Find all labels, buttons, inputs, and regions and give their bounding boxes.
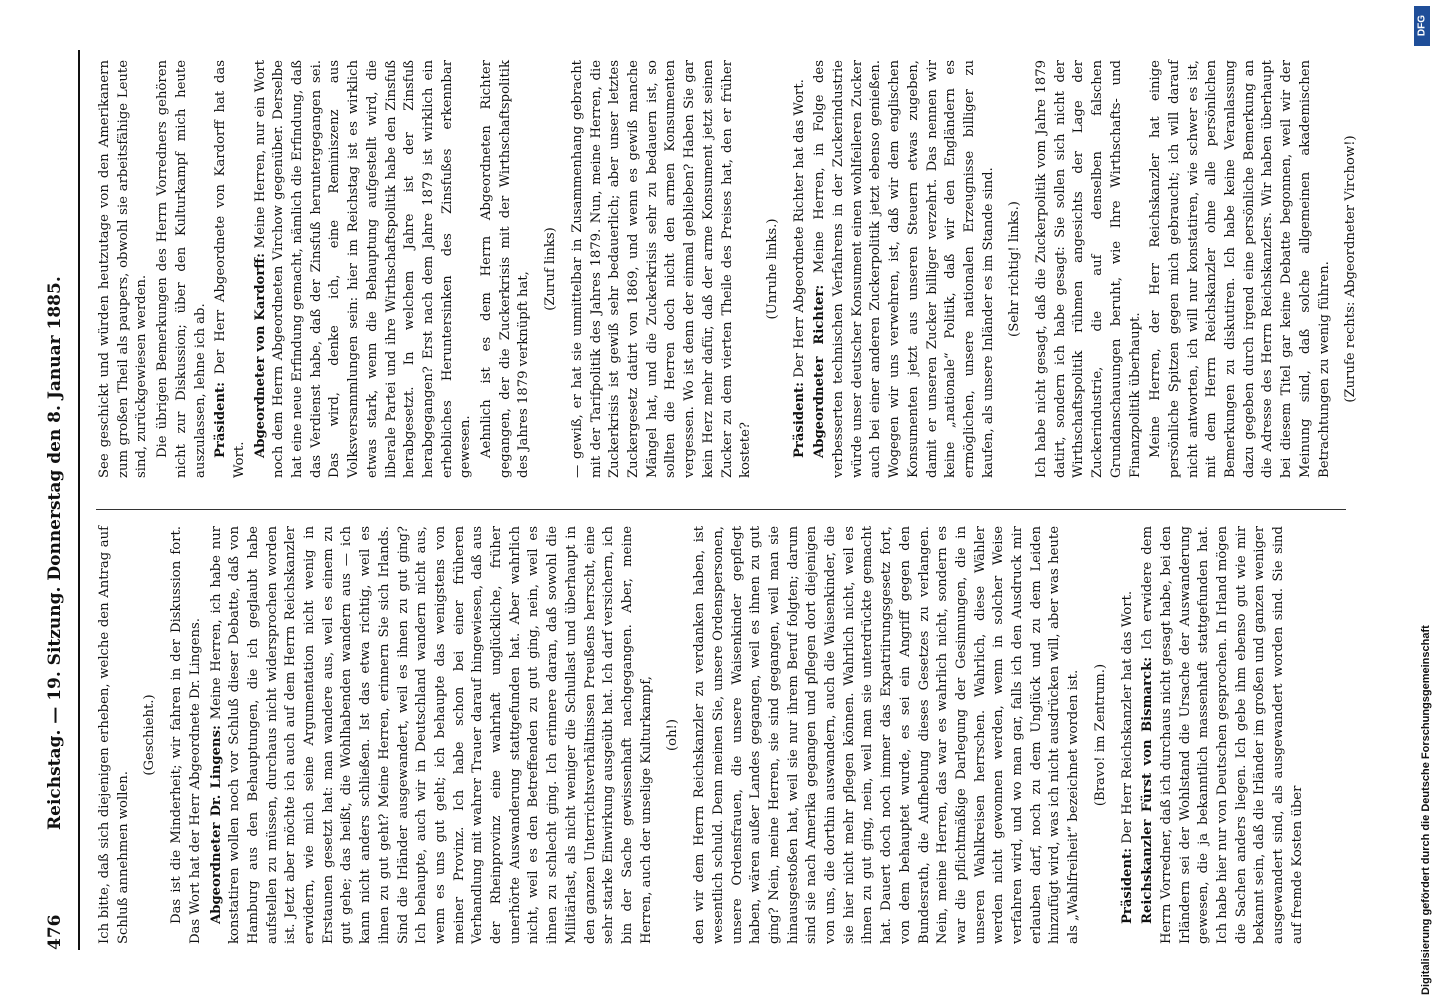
speaker-name: Abgeordneter Dr. Lingens: [208,725,224,924]
paragraph: Das ist die Minderheit; wir fahren in der Diskussion fort. Das Wort hat der Herr Abgeordnete Dr. Lingens. [169,526,203,944]
paragraph: Ich bitte, daß sich diejenigen erheben, welche den Antrag auf Schluß annehmen wollen. [97,526,131,944]
speech-paragraph [208,526,657,944]
paragraph: — gewiß, er hat sie unmittelbar in Zusammenhang gebracht mit der Tarifpolitik des Jahres 1879. Nun, meine Herren, die Zuckerkrisis ist gewiß sehr bedauerlich; aber unser letztes Zuckergesetz datirt von 1869, und wenn es gewiß manche Mängel hat, und die Zuckerkrisis sehr zu bedauern ist, so sollten die Herren doch nicht den armen Konsumenten vergessen. Wo ist denn der einmal geblieben? Haben Sie gar kein Herz mehr dafür, daß der arme Konsument jetzt seinen Zucker zu dem vierten Theile des Preises hat, den er früher kostete? [569,60,754,478]
left-column [96,526,1310,944]
paragraph: Aehnlich ist es dem Herrn Abgeordneten Richter gegangen, der die Zuckerkrisis mit der Wirthschaftspolitik des Jahres 1879 verknüpft hat, [479,60,532,478]
paragraph: Die übrigen Bemerkungen des Herrn Vorredners gehören nicht zur Diskussion; über den Kulturkampf mich heute auszulassen, lehne ich ab. [155,60,208,478]
paragraph: Meine Herren, der Herr Reichskanzler hat einige persönliche Spitzen gegen mich gebraucht; ich will darauf nicht antworten, ich will nur konstatiren, wie schwer es ist, mit dem Herrn Reichskanzler ohne alle persönlichen Bemerkungen zu diskutiren. Ich habe keine Veranlassung dazu gegeben durch irgend eine persönliche Bemerkung an die Adresse des Herrn Reichskanzlers. Wir haben überhaupt bei diesem Titel gar keine Debatte begonnen, weil wir der Meinung sind, daß solche allgemeinen akademischen Betrachtungen zu wenig führen. [1148,60,1332,478]
dfg-logo-text: DFG [1416,14,1428,37]
paragraph: Ich habe nicht gesagt, daß die Zuckerpolitik vom Jahre 1879 datirt, sondern ich habe gesagt: Sie sollen sich nicht der Wirthschaftspolitik rühmen angesichts der Lage der Zuckerindustrie, die auf denselben falschen Grundanschauungen beruht, wie Ihre Wirthschafts- und Finanzpolitik überhaupt. [1034,60,1143,478]
speech-text: Meine Herren, in Folge des verbesserten technischen Verfahrens in der Zuckerindustrie würde unser deutscher Konsument einen wohlfeileren Zucker auch bei einer anderen Zuckerpolitik jetzt ebenso genießen. Wogegen wir uns verwehren, ist, daß wir dem englischen Konsumenten jetzt aus unseren Steuern etwas zugeben, damit er unseren Zucker billiger verzehrt. Das nennen wir keine „nationale“ Politik, daß wir den Engländern es ermöglichen, unsere nationalen Erzeugnisse billiger zu kaufen, als unsere Inländer es im Stande sind. [812,60,996,478]
speech-paragraph [1139,526,1307,944]
speaker-name: Präsident: [1119,847,1135,924]
speech-text: Meine Herren, ich habe nur konstatiren wollen noch vor Schluß dieser Debatte, daß von Hamburg aus den Behauptungen, die ich geglaubt habe aufstellen zu müssen, durchaus nicht widersprochen worden ist. Jetzt aber möchte ich auch auf dem Herrn Reichskanzler erwidern, wie mich seine Argumentation nicht wenig in Erstaunen gesetzt hat: man wandere aus, weil es einem zu gut gehe; das heißt, die Wohlhabenden wandern aus — ich kann nicht anders schließen. Ist das etwa richtig, weil es ihnen zu gut geht? Meine Herren, erinnern Sie sich Irlands. Sind die Irländer ausgewandert, weil es ihnen zu gut ging? Ich behaupte, auch wir in Deutschland wandern nicht aus, wenn es uns gut geht; ich behaupte das wenigstens von meiner Provinz. Ich habe schon bei einer früheren Verhandlung mit wahrer Trauer darauf hingewiesen, daß aus der Rheinprovinz eine wahrhaft unglückliche, früher unerhörte Auswanderung stattgefunden hat. Aber wahrlich nicht, weil es den Betreffenden zu gut ging, nein, weil es ihnen zu schlecht ging. Ich erinnere daran, daß sowohl die Militärlast, als nicht weniger die Schullast und überhaupt in den ganzen Unterrichtsverhältnissen Preußens herrscht, eine sehr starke Einwirkung ausgeübt hat. Ich darf versichern, ich bin der Sache gewissenhaft nachgegangen. Aber, meine Herren, auch der unselige Kulturkampf, [208,526,654,944]
interjection: (oh!) [665,718,681,752]
speaker-name: Präsident: [213,381,229,458]
right-column [96,60,1369,478]
header-rule [78,50,80,950]
speech-text: Meine Herren, nur ein Wort noch dem Herrn Abgeordneten Virchow gegenüber. Derselbe hat eine neue Erfindung gemacht, nämlich die Erfindung, daß das Verdienst habe, daß der Zinsfuß heruntergegangen sei. Das wird, denke ich, eine Reminiszenz aus Volksversammlungen sein: hier im Reichstag ist es wirklich etwas stark, wenn die Behauptung aufgestellt wird, die liberale Partei und ihre Wirthschaftspolitik habe den Zinsfuß herabgesetzt. In welchem Jahre ist der Zinsfuß herabgegangen? Erst nach dem Jahre 1879 ist wirklich ein erhebliches Heruntersinken des Zinsfußes erkennbar gewesen. [252,60,474,478]
speech-text: Der Herr Abgeordnete Richter hat das Wort. [791,79,807,378]
interjection: (Bravo! im Zentrum.) [1092,663,1108,807]
speech-paragraph [252,60,476,478]
page-number: 476 [45,914,65,950]
speech-text: Der Herr Reichskanzler hat das Wort. [1119,590,1135,844]
speaker-name: Reichskanzler Fürst von Bismarck: [1140,656,1156,924]
page-title: Reichstag. — 19. Sitzung. Donnerstag den 8. Januar 1885. [45,276,65,830]
speaker-name: Präsident: [791,381,807,458]
funding-notice: Digitalisierung gefördert durch die Deutsche Forschungsgemeinschaft [1420,625,1432,995]
speech-paragraph [212,60,249,478]
interjection: (Sehr richtig! links.) [1007,201,1023,337]
interjection: (Unruhe links.) [764,218,780,320]
speech-text: Der Herr Abgeordnete von Kardorff hat das Wort. [213,60,247,478]
paragraph: See geschickt und würden heutzutage von den Amerikanern zum großen Theil als paupers, obwohl sie arbeitsfähige Leute sind, zurückgewiesen werden. [97,60,150,478]
speaker-name: Abgeordneter von Kardorff: [252,253,268,458]
page-header [40,50,70,950]
speaker-name: Abgeordneter Richter: [812,284,828,458]
interjection: (Zurufe rechts: Abgeordneter Virchow!) [1343,135,1359,403]
speech-text: Ich erwidere dem Herrn Vorredner, daß ich durchaus nicht gesagt habe, bei den Irländern sei der Wohlstand die Ursache der Auswanderung gewesen, die ja bekanntlich massenhaft stattgefunden hat. Ich habe hier nur von Deutschen gesprochen. In Irland mögen die Sachen anders liegen. Ich gebe ihm ebenso gut wie mir bekannt sein, daß die Irländer im großen und ganzen weniger ausgewandert sind, als ausgewandert worden sind. Sie sind auf fremde Kosten über [1140,525,1305,944]
interjection: (Zuruf links) [543,227,559,311]
speech-paragraph [791,60,810,478]
interjection: (Geschieht.) [142,694,158,776]
newspaper-page [0,20,1380,980]
speech-paragraph [1119,526,1138,944]
dfg-logo [1414,6,1430,46]
column-divider [96,509,1346,510]
paragraph: den wir dem Herrn Reichskanzler zu verdanken haben, ist wesentlich schuld. Denn meinen Sie, unsere Ordenspersonen, unsere Ordensfrauen, die unsere Waisenkinder gepflegt haben, wären außer Landes gegangen, weil es ihnen zu gut ging? Nein, meine Herren, sie sind gegangen, weil man sie hinausgestoßen hat, weil sie nur ihrem Beruf folgten; darum sind sie nach Amerika gegangen und pflegen dort diejenigen von uns, die dorthin auswandern, auch die Waisenkinder, die sie hier nicht mehr pflegen können. Wahrlich nicht, weil es ihnen zu gut ging, nein, weil man sie unterdrückte gemacht hat. Dauert doch noch immer das Expatriirungsgesetz fort, von dem behauptet wurde, es sei ein Angriff gegen den Bundesrath, die Aufhebung dieses Gesetzes zu verlangen. Nein, meine Herren, das war es wahrlich nicht, sondern es war die pflichtmäßige Darlegung der Gesinnungen, die in unseren Wahlkreisen herrschen. Wahrlich, diese Wähler werden nicht gewonnen werden, wenn in solcher Weise verfahren wird, und wo man gar, falls ich den Ausdruck mir erlauben darf, noch zu dem Unglück und zu dem Leiden hinzufügt wird, was ich nicht ausdrücken will, aber was heute als „Wahlfreiheit“ bezeichnet worden ist. [692,526,1082,944]
speech-paragraph [811,60,998,478]
